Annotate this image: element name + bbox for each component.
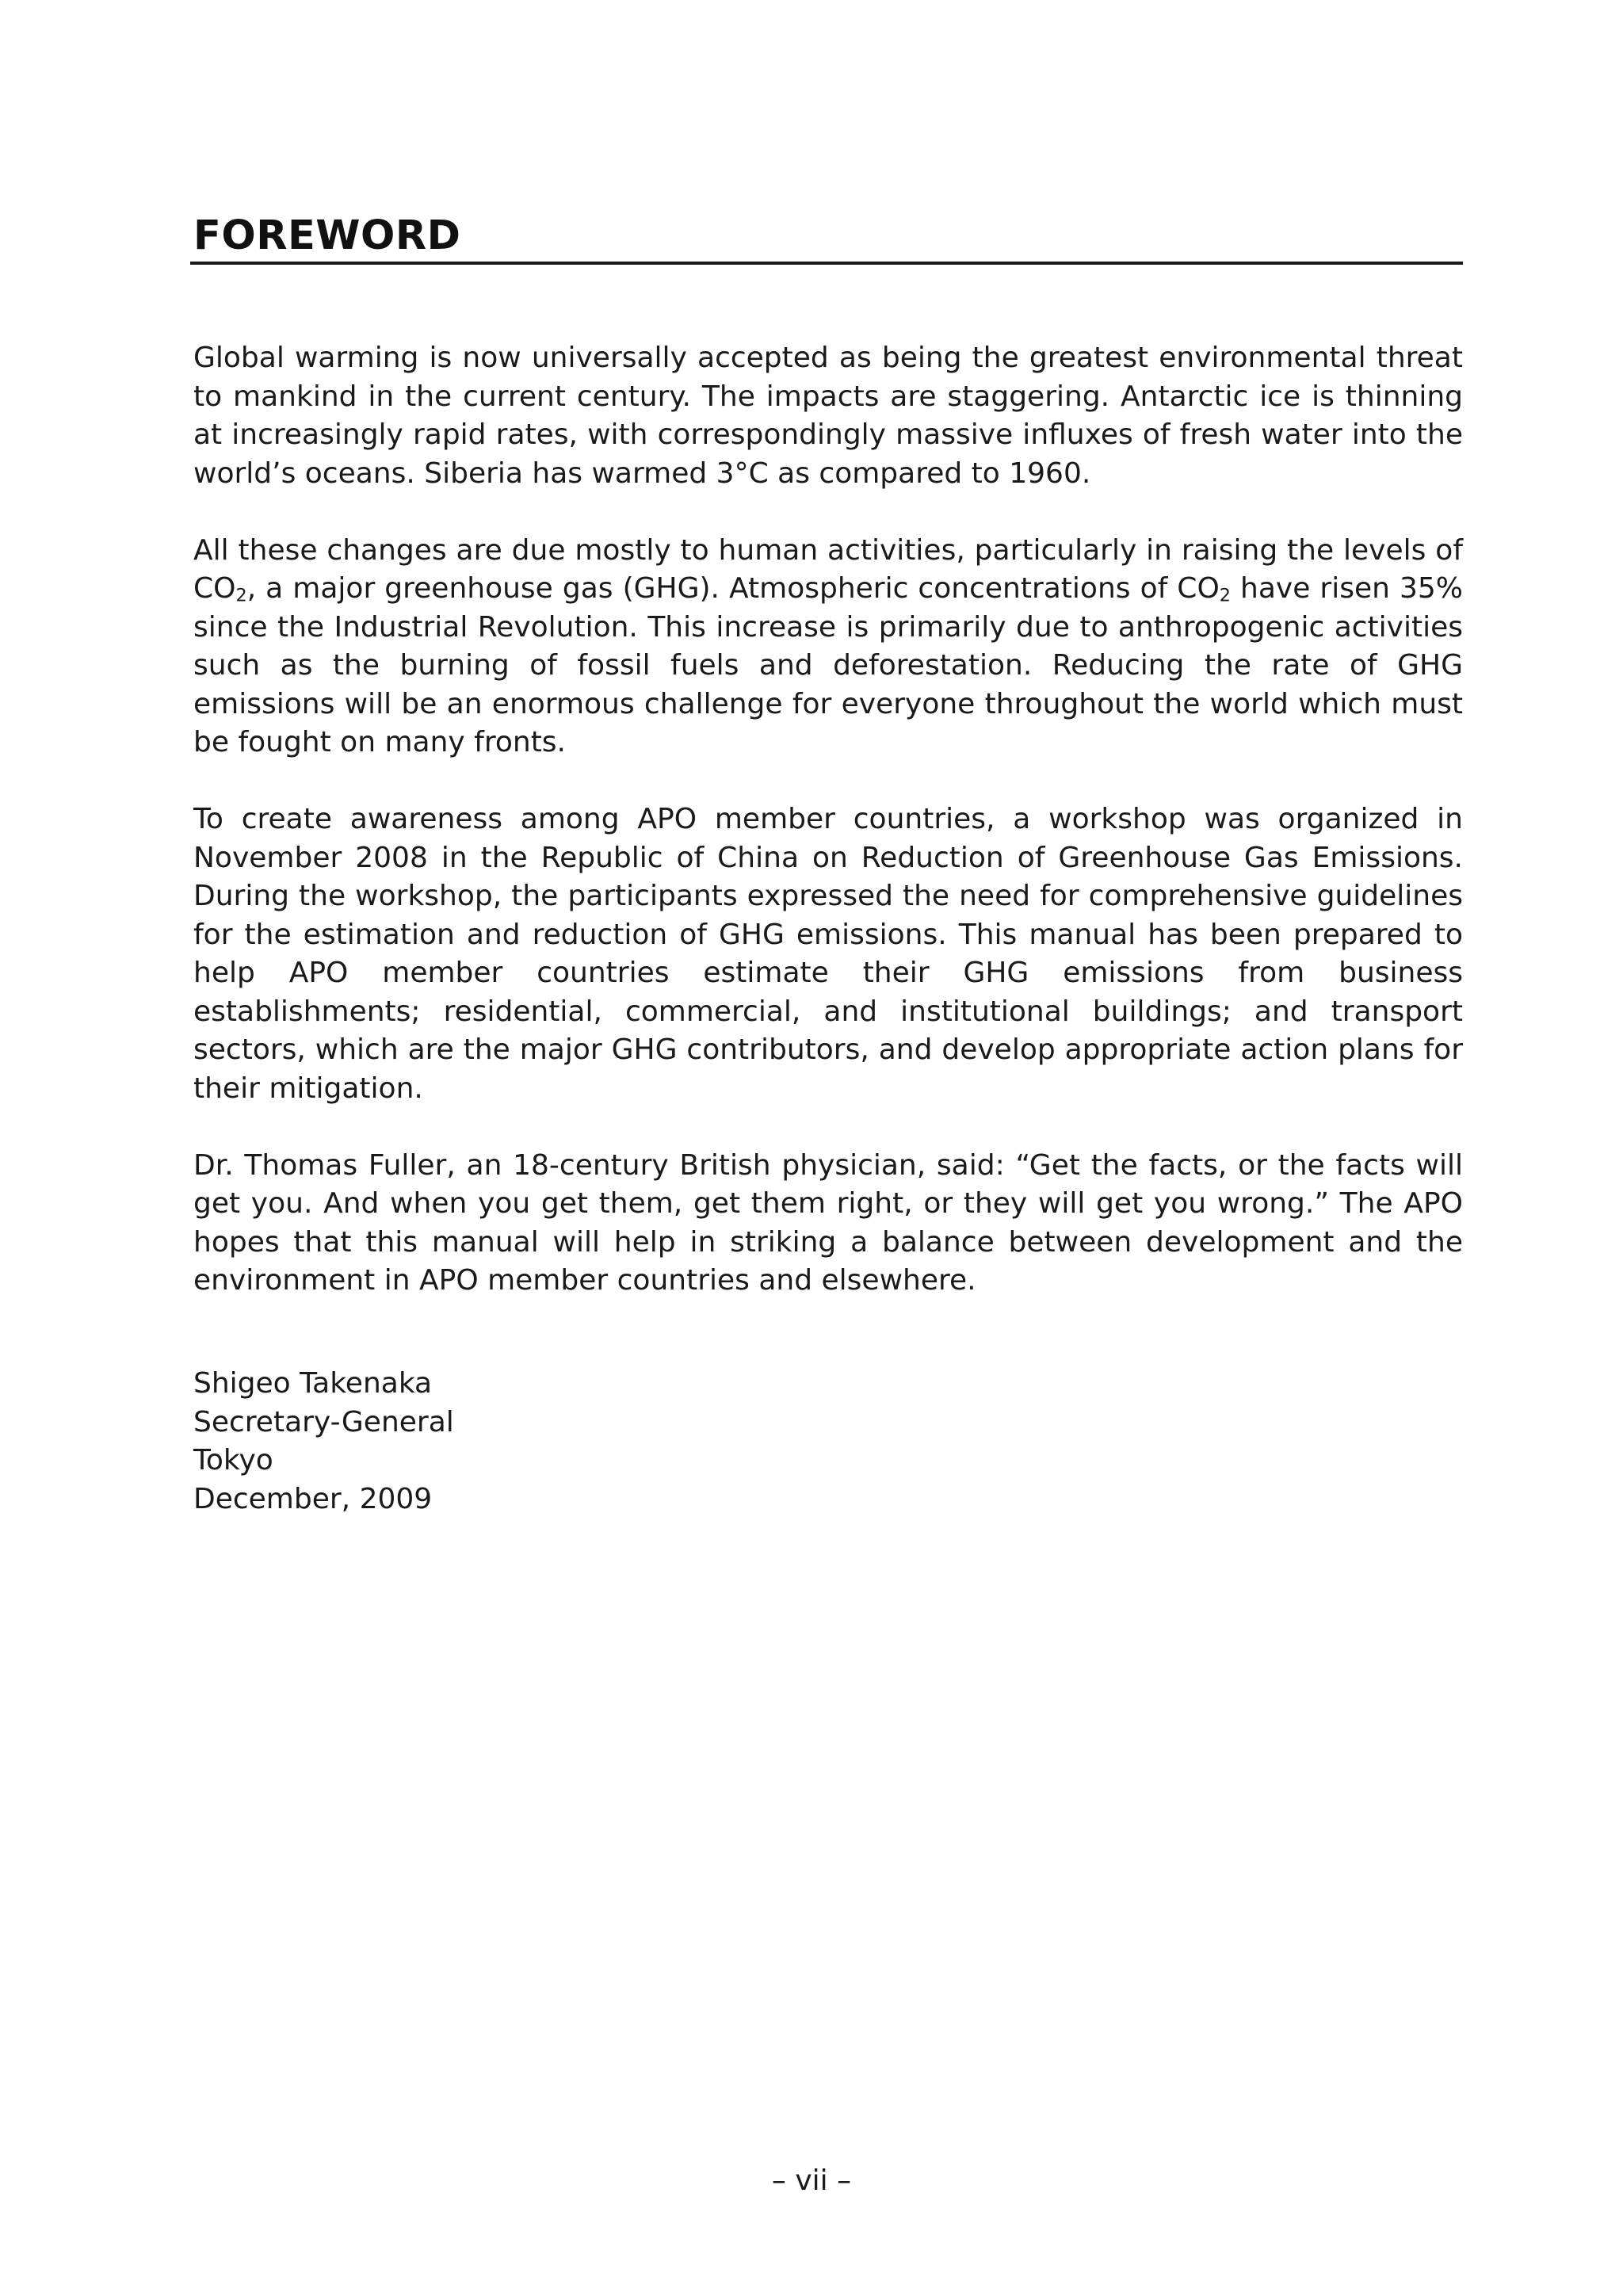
paragraph-2-text-c: have risen 35% since the Industrial Revolution. This increase is primarily due to anthropogenic activities such as the burning of fossil fuels and deforestation. Reducing the rate of GHG emissions will be an enormous challenge for everyone throughout the world which must be fought on many fronts. [193, 572, 1463, 758]
paragraph-4: Dr. Thomas Fuller, an 18-century British physician, said: “Get the facts, or the facts will get you. And when you get them, get them right, or they will get you wrong.” The APO hopes that this manual will help in striking a balance between development and the environment in APO member countries and elsewhere. [193, 1148, 1463, 1297]
paragraph-1: Global warming is now universally accepted as being the greatest environmental threat to mankind in the current century. The impacts are staggering. Antarctic ice is thinning at increasingly rapid rates, with correspondingly massive influxes of fresh water into the world’s oceans. Siberia has warmed 3°C as compared to 1960. [193, 342, 1463, 490]
page-number: – vii – [771, 2164, 852, 2197]
title-underline [190, 262, 1463, 265]
signature-date: December, 2009 [193, 1482, 433, 1515]
signature-block [193, 1365, 907, 1519]
signatory-title: Secretary-General [193, 1405, 454, 1438]
paragraph-3: To create awareness among APO member countries, a workshop was organized in November 2008 in the Republic of China on Reduction of Greenhouse Gas Emissions. During the workshop, the participants expressed the need for comprehensive guidelines for the estimation and reduction of GHG emissions. This manual has been prepared to help APO member countries estimate their GHG emissions from business establishments; residential, commercial, and institutional buildings; and transport sectors, which are the major GHG contributors, and develop appropriate action plans for their mitigation. [193, 803, 1463, 1105]
paragraph-2-text-a: All these changes are due mostly to human activities, particularly in raising the levels of CO [193, 533, 1463, 605]
signature-city: Tokyo [193, 1444, 273, 1477]
co2-subscript: 2 [235, 585, 247, 606]
co2-subscript: 2 [1219, 585, 1231, 606]
signatory-name: Shigeo Takenaka [193, 1367, 433, 1400]
page-title: FOREWORD [193, 212, 461, 259]
paragraph-2 [193, 532, 1463, 762]
paragraph-2-text-b: , a major greenhouse gas (GHG). Atmospheric concentrations of CO [246, 572, 1220, 605]
foreword-body [193, 339, 1463, 1339]
